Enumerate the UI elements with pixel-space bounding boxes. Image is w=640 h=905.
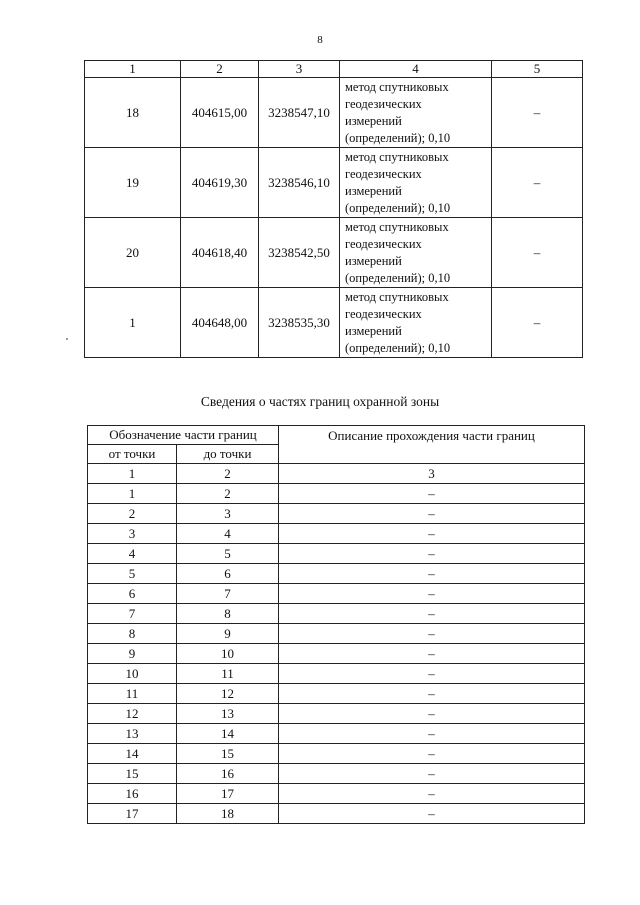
header-to-point: до точки [177, 445, 279, 464]
method-line: (определений); 0,10 [345, 340, 451, 355]
boundary-parts-table [87, 425, 585, 824]
header-part-designation: Обозначение части границ [88, 426, 279, 445]
to-point: 11 [177, 664, 279, 684]
table-row [88, 584, 585, 604]
description: – [279, 704, 585, 724]
header-description: Описание прохождения части границ [279, 426, 585, 464]
table-row [88, 684, 585, 704]
to-point: 12 [177, 684, 279, 704]
method-line: измерений [345, 323, 402, 338]
description: – [279, 484, 585, 504]
from-point: 9 [88, 644, 177, 664]
to-point: 10 [177, 644, 279, 664]
method-line: метод спутниковых [345, 219, 449, 234]
table-row [88, 664, 585, 684]
from-point: 2 [88, 504, 177, 524]
from-point: 17 [88, 804, 177, 824]
method-line: измерений [345, 113, 402, 128]
table-row [85, 218, 583, 288]
description: – [279, 604, 585, 624]
description: – [279, 644, 585, 664]
table-row [88, 544, 585, 564]
column-header: 1 [85, 61, 181, 78]
from-point: 14 [88, 744, 177, 764]
description: – [279, 804, 585, 824]
column-header: 5 [492, 61, 583, 78]
to-point: 15 [177, 744, 279, 764]
method-line: (определений); 0,10 [345, 130, 451, 145]
description: – [279, 544, 585, 564]
description: – [279, 524, 585, 544]
column-header: 2 [181, 61, 259, 78]
table-row [88, 764, 585, 784]
point-number: 1 [85, 288, 181, 358]
coordinates-table [84, 60, 583, 358]
description: – [279, 684, 585, 704]
table-row [85, 148, 583, 218]
description: – [279, 584, 585, 604]
description: – [279, 724, 585, 744]
coordinate-x: 404615,00 [181, 78, 259, 148]
to-point: 2 [177, 484, 279, 504]
to-point: 9 [177, 624, 279, 644]
column-header: 4 [340, 61, 492, 78]
from-point: 8 [88, 624, 177, 644]
column-number: 1 [88, 464, 177, 484]
method-line: (определений); 0,10 [345, 270, 451, 285]
note: – [492, 148, 583, 218]
table-row [88, 644, 585, 664]
description: – [279, 564, 585, 584]
description: – [279, 624, 585, 644]
point-number: 19 [85, 148, 181, 218]
from-point: 13 [88, 724, 177, 744]
from-point: 7 [88, 604, 177, 624]
description: – [279, 784, 585, 804]
from-point: 11 [88, 684, 177, 704]
method-line: измерений [345, 183, 402, 198]
method-line: измерений [345, 253, 402, 268]
table-row [88, 604, 585, 624]
from-point: 10 [88, 664, 177, 684]
method-description [340, 148, 492, 218]
to-point: 5 [177, 544, 279, 564]
column-number: 3 [279, 464, 585, 484]
from-point: 4 [88, 544, 177, 564]
page-number: 8 [317, 34, 323, 46]
description: – [279, 764, 585, 784]
coordinate-y: 3238542,50 [259, 218, 340, 288]
description: – [279, 744, 585, 764]
coordinate-x: 404648,00 [181, 288, 259, 358]
note: – [492, 78, 583, 148]
coordinate-x: 404619,30 [181, 148, 259, 218]
table-row [88, 704, 585, 724]
table-row [88, 804, 585, 824]
column-header: 3 [259, 61, 340, 78]
to-point: 16 [177, 764, 279, 784]
description: – [279, 504, 585, 524]
table-row [88, 524, 585, 544]
table-row [88, 564, 585, 584]
coordinate-y: 3238546,10 [259, 148, 340, 218]
to-point: 8 [177, 604, 279, 624]
table-row [88, 784, 585, 804]
point-number: 18 [85, 78, 181, 148]
note: – [492, 288, 583, 358]
point-number: 20 [85, 218, 181, 288]
table-row [88, 744, 585, 764]
coordinate-y: 3238547,10 [259, 78, 340, 148]
to-point: 14 [177, 724, 279, 744]
table-row [85, 78, 583, 148]
from-point: 6 [88, 584, 177, 604]
method-description [340, 78, 492, 148]
method-description [340, 218, 492, 288]
coordinate-y: 3238535,30 [259, 288, 340, 358]
column-number: 2 [177, 464, 279, 484]
coordinate-x: 404618,40 [181, 218, 259, 288]
from-point: 12 [88, 704, 177, 724]
table-row [88, 504, 585, 524]
from-point: 16 [88, 784, 177, 804]
to-point: 18 [177, 804, 279, 824]
to-point: 13 [177, 704, 279, 724]
parts-header-row [88, 426, 585, 445]
from-point: 3 [88, 524, 177, 544]
method-line: геодезических [345, 236, 422, 251]
method-line: (определений); 0,10 [345, 200, 451, 215]
section-title: Сведения о частях границ охранной зоны [200, 394, 440, 409]
table-row [85, 288, 583, 358]
from-point: 5 [88, 564, 177, 584]
from-point: 15 [88, 764, 177, 784]
method-line: геодезических [345, 96, 422, 111]
method-line: геодезических [345, 306, 422, 321]
to-point: 7 [177, 584, 279, 604]
from-point: 1 [88, 484, 177, 504]
table-row [88, 624, 585, 644]
to-point: 6 [177, 564, 279, 584]
header-from-point: от точки [88, 445, 177, 464]
to-point: 3 [177, 504, 279, 524]
method-line: метод спутниковых [345, 79, 449, 94]
table-row [88, 484, 585, 504]
method-line: метод спутниковых [345, 289, 449, 304]
scan-speck [66, 338, 68, 340]
method-line: геодезических [345, 166, 422, 181]
table-row [88, 724, 585, 744]
description: – [279, 664, 585, 684]
column-number-row [88, 464, 585, 484]
to-point: 4 [177, 524, 279, 544]
method-line: метод спутниковых [345, 149, 449, 164]
coordinates-header-row [85, 61, 583, 78]
note: – [492, 218, 583, 288]
method-description [340, 288, 492, 358]
to-point: 17 [177, 784, 279, 804]
